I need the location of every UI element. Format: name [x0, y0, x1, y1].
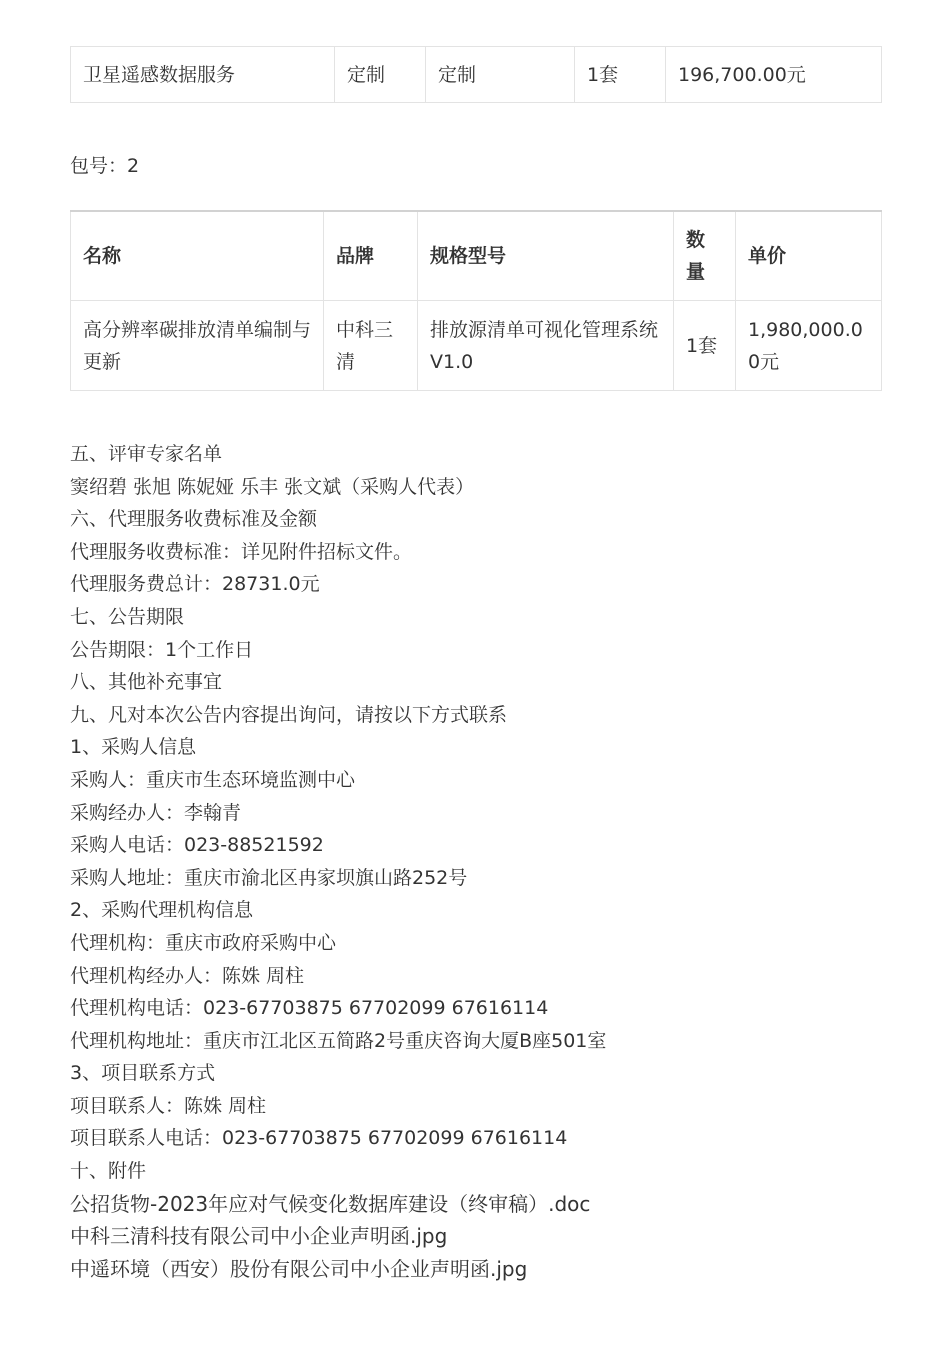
- model-cell: 定制: [426, 47, 575, 103]
- section-heading-attachments: 十、附件: [70, 1160, 147, 1183]
- section-heading-period: 七、公告期限: [70, 605, 185, 628]
- agency-phone: 代理机构电话：023-67703875 67702099 67616114: [70, 997, 549, 1020]
- package-1-table: [70, 46, 882, 103]
- header-price: 单价: [736, 211, 882, 301]
- agency-handler: 代理机构经办人：陈姝 周柱: [70, 964, 305, 987]
- fee-standard: 代理服务收费标准：详见附件招标文件。: [70, 540, 413, 563]
- brand-cell: 定制: [335, 47, 426, 103]
- header-model: 规格型号: [418, 211, 674, 301]
- purchaser-name: 采购人：重庆市生态环境监测中心: [70, 768, 356, 791]
- model-cell: 排放源清单可视化管理系统V1.0: [418, 301, 674, 391]
- agency-name: 代理机构：重庆市政府采购中心: [70, 931, 337, 954]
- purchaser-phone: 采购人电话：023-88521592: [70, 834, 324, 857]
- purchaser-handler: 采购经办人：李翰青: [70, 801, 242, 824]
- header-brand: 品牌: [324, 211, 418, 301]
- package-number: 包号：2: [70, 155, 140, 177]
- brand-cell: 中科三清: [324, 301, 418, 391]
- expert-list: 窦绍碧 张旭 陈妮娅 乐丰 张文斌（采购人代表）: [70, 475, 475, 498]
- table-header-row: [71, 211, 882, 301]
- agency-info-heading: 2、采购代理机构信息: [70, 899, 254, 922]
- section-heading-experts: 五、评审专家名单: [70, 443, 223, 465]
- project-contact-phone: 项目联系人电话：023-67703875 67702099 67616114: [70, 1127, 568, 1150]
- announcement-body: [70, 438, 890, 1285]
- item-name-cell: 卫星遥感数据服务: [71, 47, 335, 103]
- section-heading-agency-fee: 六、代理服务收费标准及金额: [70, 508, 318, 531]
- project-contact-person: 项目联系人：陈姝 周柱: [70, 1094, 267, 1117]
- attachment-link[interactable]: 中科三清科技有限公司中小企业声明函.jpg: [70, 1224, 448, 1249]
- announcement-period: 公告期限：1个工作日: [70, 638, 254, 661]
- table-row: [71, 301, 882, 391]
- price-cell: 196,700.00元: [666, 47, 882, 103]
- project-contact-heading: 3、项目联系方式: [70, 1062, 216, 1085]
- attachment-link[interactable]: 中遥环境（西安）股份有限公司中小企业声明函.jpg: [70, 1256, 528, 1281]
- attachment-link[interactable]: 公招货物-2023年应对气候变化数据库建设（终审稿）.doc: [70, 1191, 591, 1216]
- price-cell: 1,980,000.00元: [736, 301, 882, 391]
- quantity-cell: 1套: [575, 47, 666, 103]
- section-heading-contact: 九、凡对本次公告内容提出询问，请按以下方式联系: [70, 703, 508, 726]
- fee-total: 代理服务费总计：28731.0元: [70, 573, 320, 596]
- quantity-cell: 1套: [674, 301, 736, 391]
- package-2-table: [70, 210, 882, 391]
- header-name: 名称: [71, 211, 324, 301]
- purchaser-address: 采购人地址：重庆市渝北区冉家坝旗山路252号: [70, 866, 468, 889]
- section-heading-other: 八、其他补充事宜: [70, 671, 223, 694]
- header-quantity: 数量: [674, 211, 736, 301]
- agency-address: 代理机构地址：重庆市江北区五简路2号重庆咨询大厦B座501室: [70, 1029, 607, 1052]
- table-row: [71, 47, 882, 103]
- item-name-cell: 高分辨率碳排放清单编制与更新: [71, 301, 324, 391]
- purchaser-info-heading: 1、采购人信息: [70, 736, 197, 759]
